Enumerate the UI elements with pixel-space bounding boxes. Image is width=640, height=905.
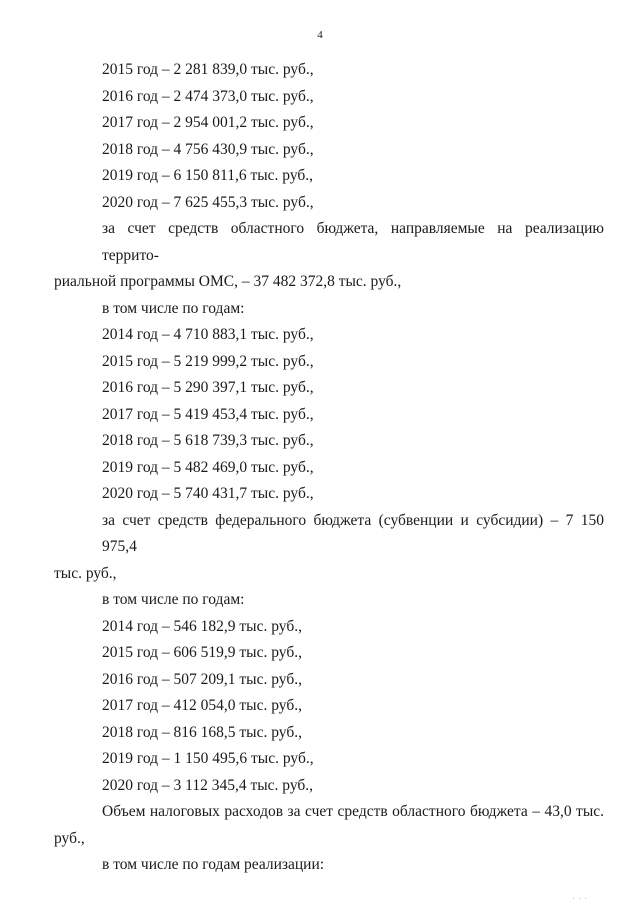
federal-year-2015: 2015 год – 606 519,9 тыс. руб.,	[102, 644, 302, 661]
federal-budget-paragraph-line1: за счет средств федерального бюджета (субвенции и субсидии) – 7 150 975,4	[102, 511, 604, 555]
federal-year-2019: 2019 год – 1 150 495,6 тыс. руб.,	[102, 750, 314, 767]
oblast-year-2016: 2016 год – 5 290 397,1 тыс. руб.,	[102, 379, 314, 396]
federal-year-2018: 2018 год – 816 168,5 тыс. руб.,	[102, 723, 302, 741]
tax-expenses-paragraph-line2: руб.,	[54, 829, 85, 847]
oblast-year-2018: 2018 год – 5 618 739,3 тыс. руб.,	[102, 432, 314, 449]
federal-year-2017: 2017 год – 412 054,0 тыс. руб.,	[102, 697, 302, 714]
federal-year-2016: 2016 год – 507 209,1 тыс. руб.,	[102, 670, 302, 688]
oblast-budget-paragraph-line2: риальной программы ОМС, – 37 482 372,8 тыс. руб.,	[54, 273, 402, 290]
by-years-label-federal: в том числе по годам:	[102, 591, 245, 608]
federal-year-2020: 2020 год – 3 112 345,4 тыс. руб.,	[102, 776, 314, 794]
by-years-label-implementation: в том числе по годам реализации:	[102, 856, 325, 873]
corner-scan-mark: · · ·	[572, 895, 588, 903]
oblast-year-2019: 2019 год – 5 482 469,0 тыс. руб.,	[102, 458, 314, 476]
year-line-2018-total: 2018 год – 4 756 430,9 тыс. руб.,	[102, 140, 314, 158]
by-years-label-oblast: в том числе по годам:	[102, 299, 245, 317]
year-line-2017-total: 2017 год – 2 954 001,2 тыс. руб.,	[102, 114, 314, 131]
year-line-2020-total: 2020 год – 7 625 455,3 тыс. руб.,	[102, 193, 314, 211]
federal-year-2014: 2014 год – 546 182,9 тыс. руб.,	[102, 617, 302, 635]
oblast-budget-paragraph-line1: за счет средств областного бюджета, направляемые на реализацию террито-	[102, 220, 604, 264]
document-body	[54, 57, 604, 879]
year-line-2015-total: 2015 год – 2 281 839,0 тыс. руб.,	[102, 61, 314, 78]
tax-expenses-paragraph-line1: Объем налоговых расходов за счет средств областного бюджета – 43,0 тыс.	[102, 803, 604, 820]
federal-budget-paragraph-line2: тыс. руб.,	[54, 564, 117, 582]
year-line-2019-total: 2019 год – 6 150 811,6 тыс. руб.,	[102, 167, 314, 184]
year-line-2016-total: 2016 год – 2 474 373,0 тыс. руб.,	[102, 87, 314, 105]
oblast-year-2015: 2015 год – 5 219 999,2 тыс. руб.,	[102, 352, 314, 370]
oblast-year-2014: 2014 год – 4 710 883,1 тыс. руб.,	[102, 326, 314, 343]
oblast-year-2020: 2020 год – 5 740 431,7 тыс. руб.,	[102, 485, 314, 502]
oblast-year-2017: 2017 год – 5 419 453,4 тыс. руб.,	[102, 405, 314, 423]
page-number: 4	[317, 29, 323, 41]
